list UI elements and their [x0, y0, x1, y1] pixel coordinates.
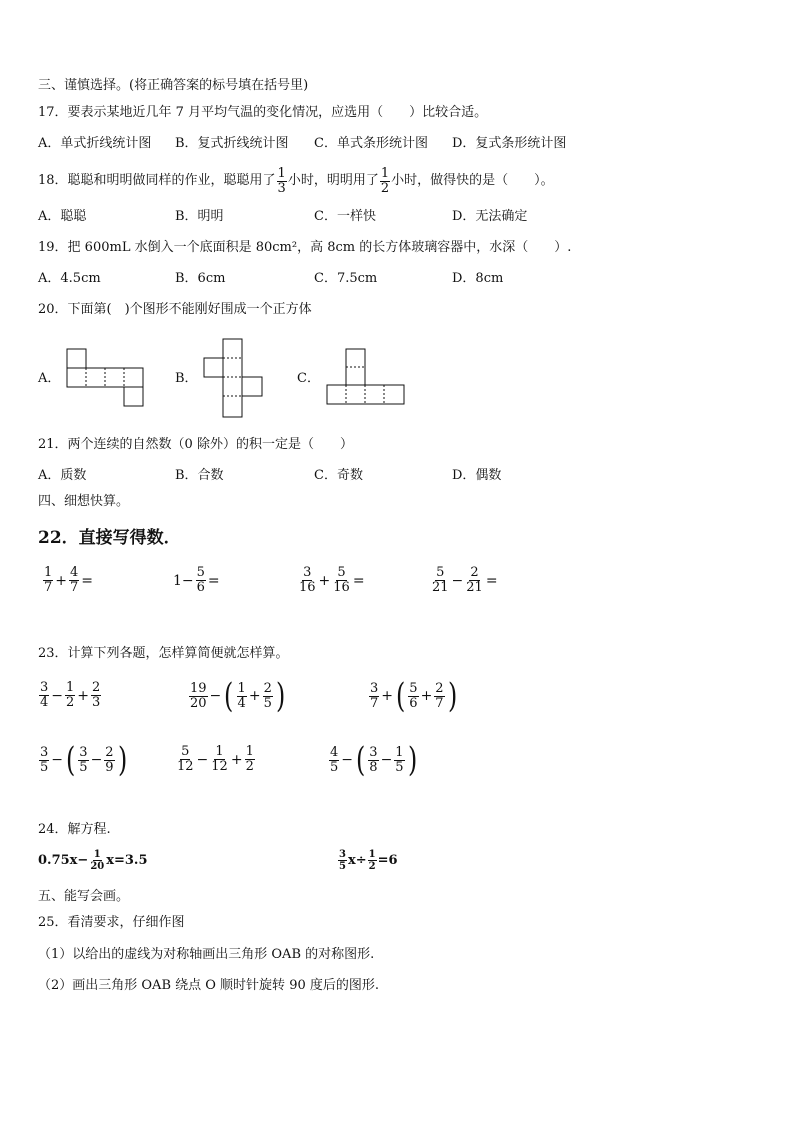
q21-option-a: A．质数	[38, 468, 87, 483]
q24-equation-1: 0.75x− $\frac{1}{20}$ x=3.5	[38, 849, 148, 872]
q21-option-d: D．偶数	[452, 468, 502, 483]
q23-title: 23．计算下列各题，怎样算简便就怎样算。	[38, 646, 289, 661]
q17-stem: 17．要表示某地近几年 7 月平均气温的变化情况，应选用（ ）比较合适。	[38, 105, 488, 120]
q25-part-2: （2）画出三角形 OAB 绕点 O 顺时针旋转 90 度后的图形.	[38, 978, 379, 993]
q22-item-1: $\frac{1}{7}$ + $\frac{4}{7}$ =	[44, 565, 94, 595]
q19-option-c: C．7.5cm	[314, 271, 378, 286]
q21-option-c: C．奇数	[314, 468, 363, 483]
q24-equation-2: $\frac{3}{5}$ x÷ $\frac{1}{2}$ =6	[339, 849, 398, 872]
q17-option-a: A．单式折线统计图	[38, 136, 152, 151]
q20-stem: 20．下面第( )个图形不能刚好围成一个正方体	[38, 302, 312, 317]
q23-expr-3: $\frac{3}{7}$ + ( $\frac{5}{6}$ + $\frac{2}{7}$ )	[370, 676, 457, 716]
section3-heading: 三、谨慎选择。(将正确答案的标号填在括号里)	[38, 78, 309, 93]
q17-option-c: C．单式条形统计图	[314, 136, 428, 151]
q18-option-b: B．明明	[175, 209, 224, 224]
q22-item-2: 1− $\frac{5}{6}$ =	[173, 565, 220, 595]
q20-label-a: A．	[38, 371, 61, 386]
q17-option-d: D．复式条形统计图	[452, 136, 567, 151]
q18-option-a: A．聪聪	[38, 209, 87, 224]
q23-expr-5: $\frac{5}{12}$ − $\frac{1}{12}$ + $\frac{1}{2}$	[177, 744, 254, 774]
q23-expr-6: $\frac{4}{5}$ − ( $\frac{3}{8}$ − $\frac{1}{5}$ )	[330, 740, 417, 780]
q21-option-b: B．合数	[175, 468, 224, 483]
q20-label-b: B．	[175, 371, 198, 386]
q22-item-4: $\frac{5}{21}$ − $\frac{2}{21}$ =	[432, 565, 498, 595]
q18-pre: 18．聪聪和明明做同样的作业，聪聪用了	[38, 173, 276, 188]
q23-expr-4: $\frac{3}{5}$ − ( $\frac{3}{5}$ − $\frac{2}{9}$ )	[40, 740, 127, 780]
section5-heading: 五、能写会画。	[38, 889, 130, 904]
q18-fraction-1: $\frac{1}{3}$	[277, 165, 286, 196]
q25-part-1: （1）以给出的虚线为对称轴画出三角形 OAB 的对称图形.	[38, 947, 375, 962]
q23-expr-2: $\frac{19}{20}$ − ( $\frac{1}{4}$ + $\frac{2}{5}$ )	[190, 676, 286, 716]
q20-label-c: C．	[297, 371, 320, 386]
q18-mid: 小时，明明用了	[287, 173, 379, 188]
cube-net-b	[200, 337, 270, 419]
q21-stem: 21．两个连续的自然数（0 除外）的积一定是（ ）	[38, 437, 353, 452]
q22-title: 22．直接写得数．	[38, 528, 181, 548]
section4-heading: 四、细想快算。	[38, 494, 130, 509]
q18-post: 小时，做得快的是（ ）。	[391, 173, 554, 188]
q19-option-b: B．6cm	[175, 271, 226, 286]
q19-option-d: D．8cm	[452, 271, 504, 286]
q19-option-a: A．4.5cm	[38, 271, 101, 286]
q18-option-c: C．一样快	[314, 209, 376, 224]
q19-stem: 19．把 600mL 水倒入一个底面积是 80cm²，高 8cm 的长方体玻璃容器中，水深（ ）.	[38, 240, 572, 255]
q18-fraction-2: $\frac{1}{2}$	[380, 165, 390, 196]
q18-stem	[38, 162, 554, 200]
cube-net-c	[322, 345, 407, 407]
q18-option-d: D．无法确定	[452, 209, 528, 224]
q23-expr-1: $\frac{3}{4}$ − $\frac{1}{2}$ + $\frac{2}{3}$	[40, 680, 101, 710]
q24-title: 24．解方程.	[38, 822, 111, 837]
q17-option-b: B．复式折线统计图	[175, 136, 289, 151]
cube-net-a	[60, 345, 145, 407]
q22-item-3: $\frac{3}{16}$ + $\frac{5}{16}$ =	[299, 565, 365, 595]
q25-title: 25．看清要求，仔细作图	[38, 915, 185, 930]
